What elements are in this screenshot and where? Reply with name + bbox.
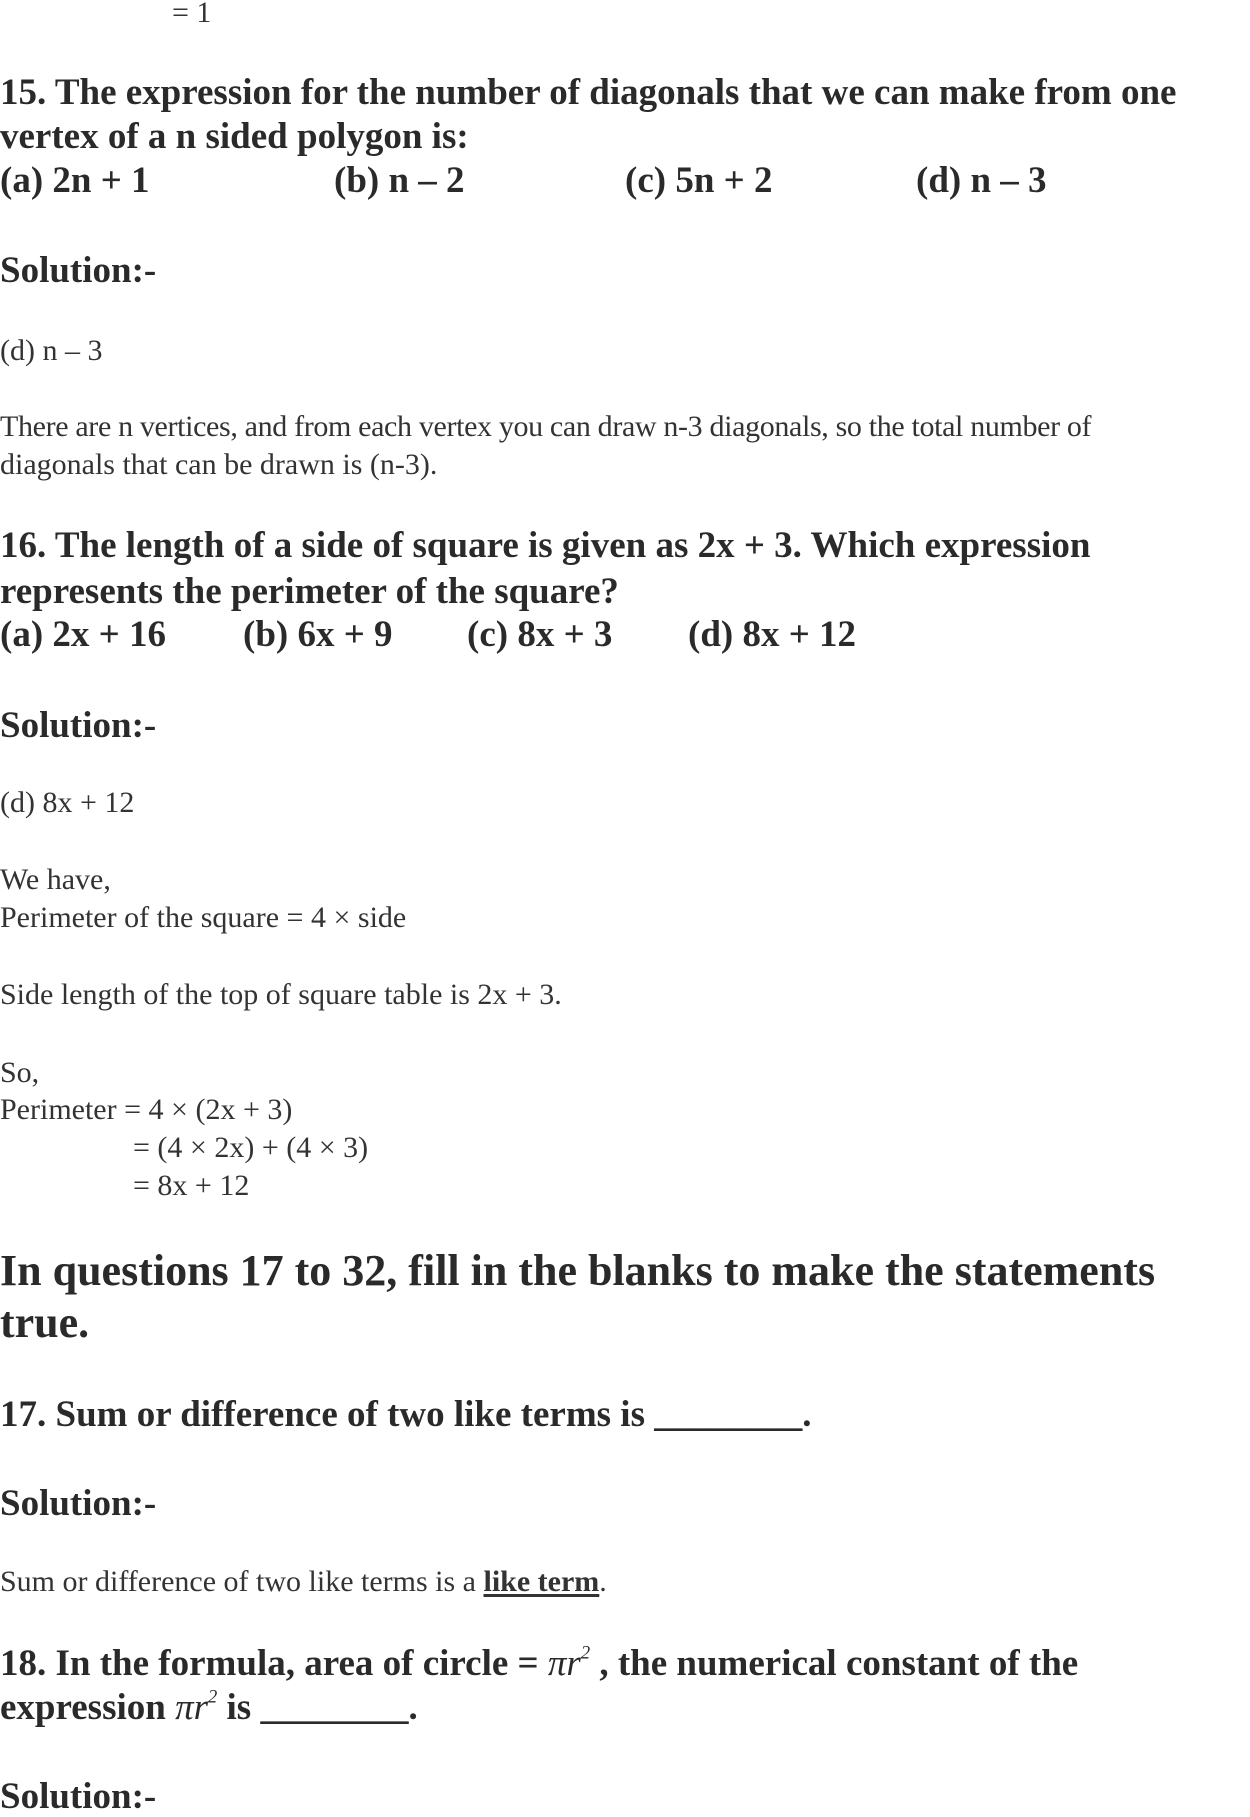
question-16-step-3: = 8x + 12 (133, 1169, 250, 1202)
question-16-option-b: (b) 6x + 9 (243, 614, 393, 655)
question-15-answer: (d) n – 3 (0, 334, 103, 367)
question-17-answer (0, 1567, 607, 1597)
q18-line2-prefix: expression (0, 1687, 176, 1728)
solution-label: Solution:- (0, 1483, 157, 1524)
section-heading-line-1: In questions 17 to 32, fill in the blanks to make the statements (0, 1246, 1156, 1295)
question-16-step-1: Perimeter = 4 × (2x + 3) (0, 1093, 293, 1126)
question-16-step-2: = (4 × 2x) + (4 × 3) (133, 1131, 369, 1164)
question-15-explanation-line-1: There are n vertices, and from each vertex you can draw n-3 diagonals, so the total number of (0, 410, 1092, 443)
question-16-option-a: (a) 2x + 16 (0, 614, 166, 655)
question-16-option-c: (c) 8x + 3 (467, 614, 613, 655)
answer-term: like term (483, 1565, 600, 1598)
question-15-option-a: (a) 2n + 1 (0, 160, 150, 201)
solution-label: Solution:- (0, 250, 157, 291)
solution-label: Solution:- (0, 705, 157, 746)
question-17-text: 17. Sum or difference of two like terms is ________. (0, 1394, 812, 1435)
question-16-formula: Perimeter of the square = 4 × side (0, 901, 407, 934)
question-18-line-2 (0, 1689, 418, 1726)
question-15-option-d: (d) n – 3 (916, 160, 1047, 201)
question-16-line-1: 16. The length of a side of square is given as 2x + 3. Which expression (0, 525, 1091, 566)
question-15-option-c: (c) 5n + 2 (625, 160, 773, 201)
question-18-line-1 (0, 1645, 1078, 1682)
question-16-so: So, (0, 1056, 40, 1089)
q18-line1-suffix: , the numerical constant of the (590, 1643, 1079, 1684)
question-16-answer: (d) 8x + 12 (0, 786, 135, 819)
question-15-option-b: (b) n – 2 (334, 160, 465, 201)
question-16-side-length: Side length of the top of square table is 2x + 3. (0, 978, 562, 1011)
math-pi-r: $\pi r^2$ (547, 1643, 591, 1684)
q18-line2-suffix: is ________. (217, 1687, 418, 1728)
answer-suffix: . (599, 1565, 607, 1598)
question-15-line-2: vertex of a n sided polygon is: (0, 116, 469, 157)
question-15-explanation-line-2: diagonals that can be drawn is (n-3). (0, 448, 438, 481)
question-16-we-have: We have, (0, 863, 111, 896)
solution-label: Solution:- (0, 1776, 157, 1817)
question-16-option-d: (d) 8x + 12 (688, 614, 857, 655)
question-16-line-2: represents the perimeter of the square? (0, 571, 619, 612)
q18-line1-prefix: 18. In the formula, area of circle = (0, 1643, 548, 1684)
answer-prefix: Sum or difference of two like terms is a (0, 1565, 484, 1598)
math-pi-r: $\pi r^2$ (175, 1687, 218, 1728)
section-heading-line-2: true. (0, 1298, 90, 1347)
question-15-line-1: 15. The expression for the number of diagonals that we can make from one (0, 72, 1177, 113)
previous-answer-tail: = 1 (172, 0, 212, 29)
